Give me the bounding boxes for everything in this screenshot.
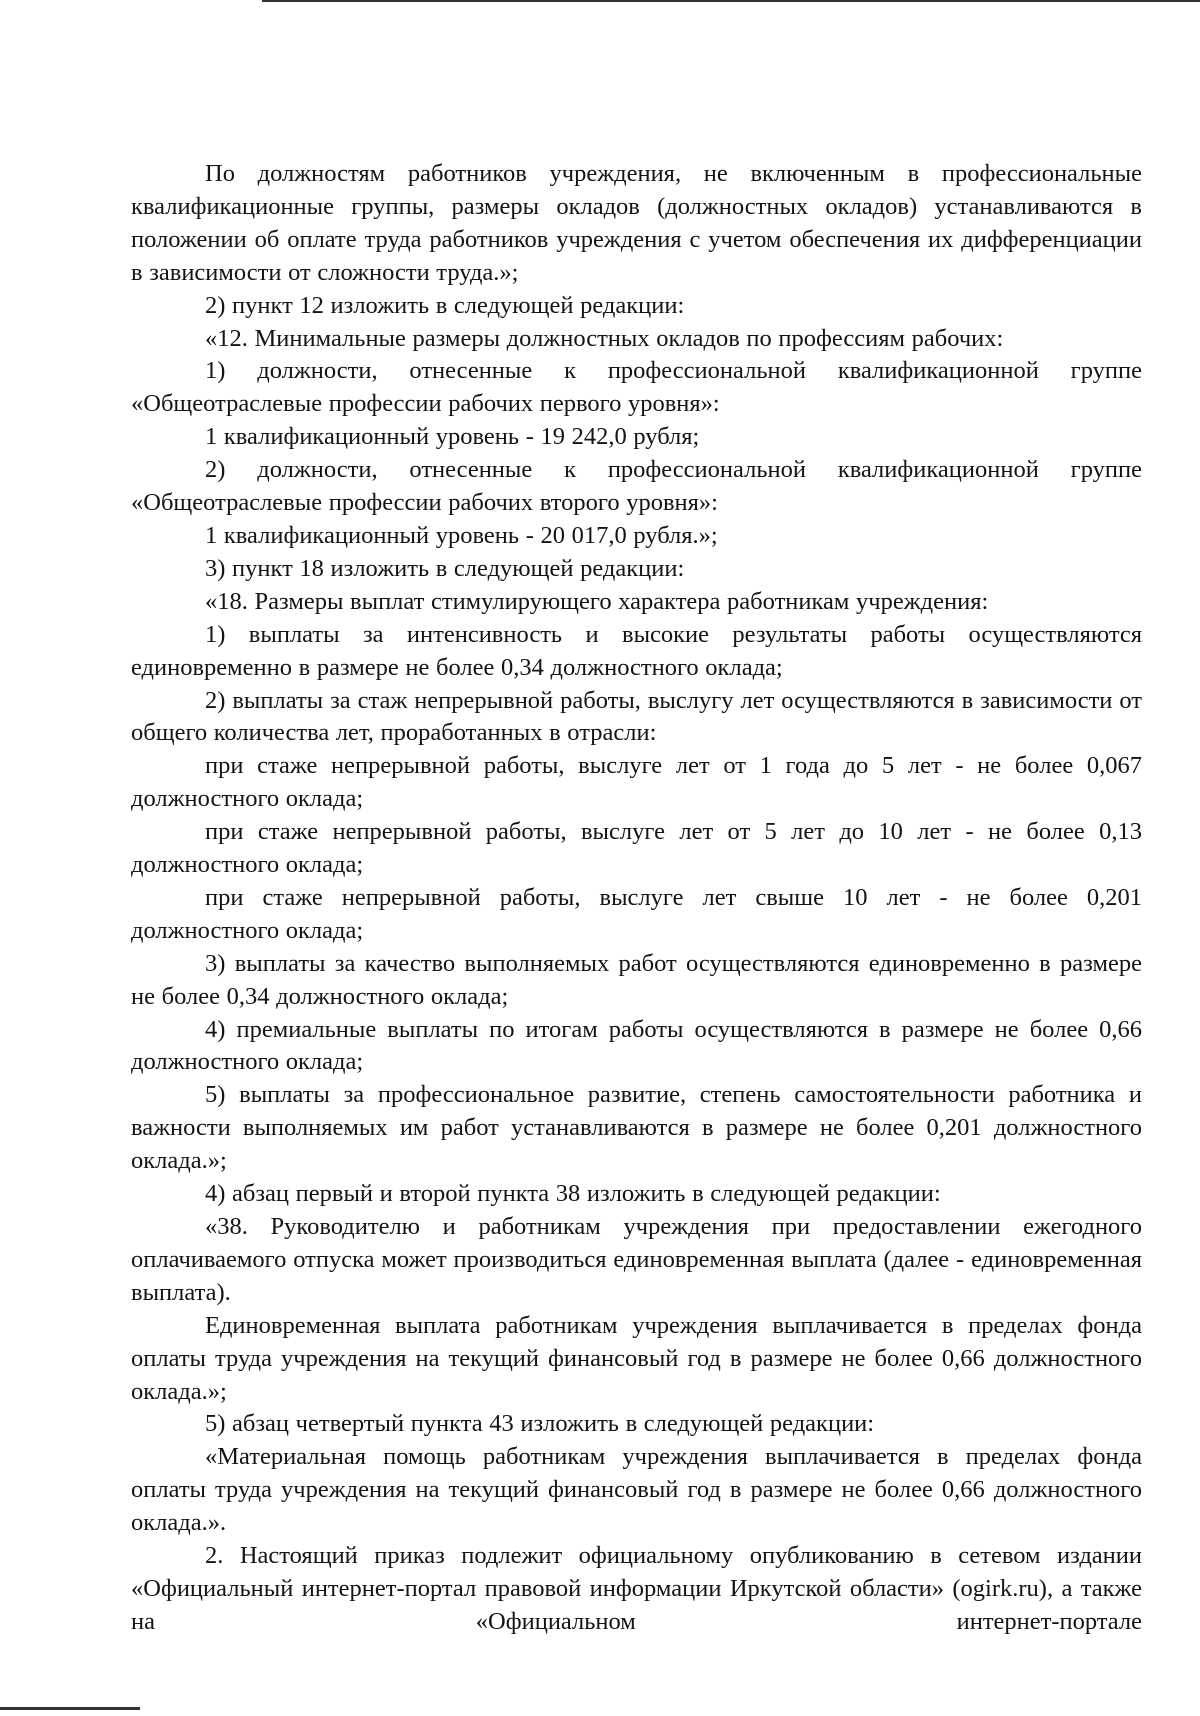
paragraph-amend-item-12: 2) пункт 12 изложить в следующей редакции:	[205, 291, 685, 319]
paragraph-seniority-1-5: при стаже непрерывной работы, выслуге лет от 1 года до 5 лет - не более 0,067 должностного оклада;	[131, 752, 1142, 813]
paragraph-item-12-title: «12. Минимальные размеры должностных окладов по профессиям рабочих:	[205, 324, 1004, 352]
paragraph-intensity-payments: 1) выплаты за интенсивность и высокие результаты работы осуществляются единовременно в размере не более 0,34 должностного оклада;	[131, 620, 1142, 681]
paragraph-workers-level-2-salary: 1 квалификационный уровень - 20 017,0 рубля.»;	[205, 521, 718, 549]
paragraph-item-38-vacation-payment: «38. Руководителю и работникам учреждения при предоставлении ежегодного оплачиваемого отпуска может производиться единовременная выплата (далее - единовременная выплата).	[131, 1213, 1142, 1306]
paragraph-amend-item-38: 4) абзац первый и второй пункта 38 изложить в следующей редакции:	[205, 1180, 941, 1208]
scan-top-edge-line	[262, 0, 1200, 2]
paragraph-seniority-over-10: при стаже непрерывной работы, выслуге лет свыше 10 лет - не более 0,201 должностного оклада;	[131, 883, 1142, 944]
paragraph-workers-level-1-group: 1) должности, отнесенные к профессиональной квалификационной группе «Общеотраслевые профессии рабочих первого уровня»:	[131, 357, 1142, 418]
paragraph-lump-sum-payment: Единовременная выплата работникам учреждения выплачивается в пределах фонда оплаты труда учреждения на текущий финансовый год в размере не более 0,66 должностного оклада.»;	[131, 1311, 1142, 1405]
paragraph-material-aid: «Материальная помощь работникам учреждения выплачивается в пределах фонда оплаты труда учреждения на текущий финансовый год в размере не более 0,66 должностного оклада.».	[131, 1443, 1142, 1537]
paragraph-amend-item-43: 5) абзац четвертый пункта 43 изложить в следующей редакции:	[205, 1410, 875, 1438]
paragraph-amend-item-18: 3) пункт 18 изложить в следующей редакции:	[205, 554, 685, 582]
paragraph-bonus-payments: 4) премиальные выплаты по итогам работы осуществляются в размере не более 0,66 должностного оклада;	[131, 1015, 1142, 1076]
paragraph-workers-level-2-group: 2) должности, отнесенные к профессиональной квалификационной группе «Общеотраслевые профессии рабочих второго уровня»:	[131, 456, 1142, 517]
paragraph-development-payments: 5) выплаты за профессиональное развитие, степень самостоятельности работника и важности выполняемых им работ устанавливаются в размере не более 0,201 должностного оклада.»;	[131, 1081, 1142, 1175]
paragraph-quality-payments: 3) выплаты за качество выполняемых работ осуществляются единовременно в размере не более 0,34 должностного оклада;	[131, 949, 1142, 1010]
paragraph-workers-level-1-salary: 1 квалификационный уровень - 19 242,0 рубля;	[205, 423, 700, 451]
paragraph-salary-non-pkg: По должностям работников учреждения, не включенным в профессиональные квалификационные группы, размеры окладов (должностных окладов) устанавливаются в положении об оплате труда работников учреждения с учетом обеспечения их дифференциации в зависимости от сложности труда.»;	[131, 160, 1142, 286]
scan-bottom-edge-mark	[0, 1707, 140, 1710]
paragraph-item-18-title: «18. Размеры выплат стимулирующего характера работникам учреждения:	[205, 587, 989, 615]
paragraph-seniority-payments: 2) выплаты за стаж непрерывной работы, выслугу лет осуществляются в зависимости от общего количества лет, проработанных в отрасли:	[131, 686, 1142, 747]
document-body	[131, 158, 1142, 1639]
paragraph-publication-order: 2. Настоящий приказ подлежит официальному опубликованию в сетевом издании «Официальный интернет-портал правовой информации Иркутской области» (ogirk.ru), а также на «Официальном интернет-портале	[131, 1542, 1142, 1635]
paragraph-seniority-5-10: при стаже непрерывной работы, выслуге лет от 5 лет до 10 лет - не более 0,13 должностного оклада;	[131, 818, 1142, 879]
